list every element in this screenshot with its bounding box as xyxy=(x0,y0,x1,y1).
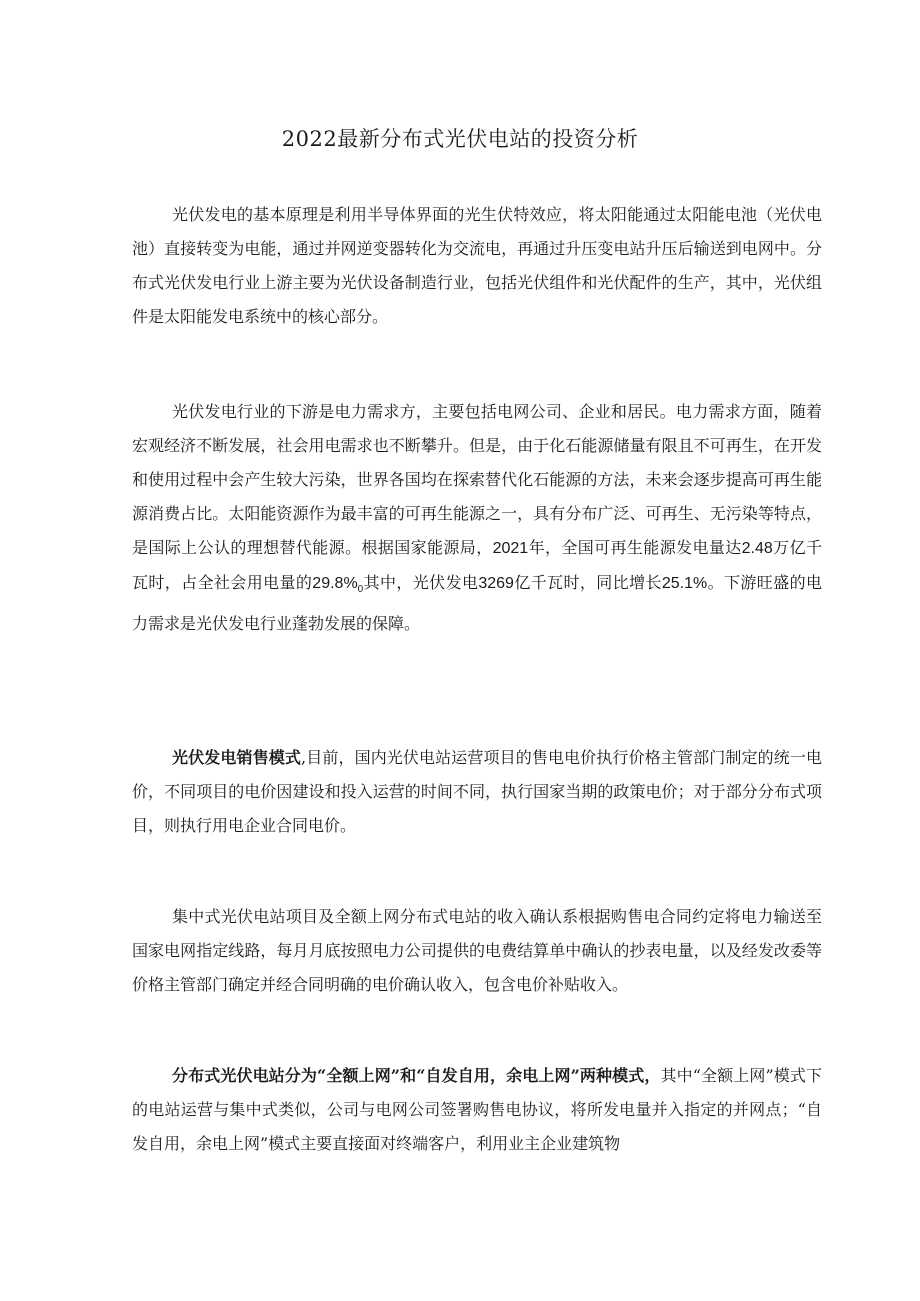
paragraph-distributed-modes xyxy=(132,1059,822,1161)
p2-year: 2021 xyxy=(492,540,529,557)
p5-text: 其中“全额上网”模式下的电站运营与集中式类似，公司与电网公司签署购售电协议，将所发电量并入指定的并网点；“自发自用，余电上网”模式主要直接面对终端客户，利用业主企业建筑物 xyxy=(132,1066,822,1153)
p5-heading: 分布式光伏电站分为“全额上网”和“自发自用，余电上网”两种模式， xyxy=(172,1066,661,1085)
p2-value-pv: 3269 xyxy=(478,575,514,592)
p3-text: 目前，国内光伏电站运营项目的售电电价执行价格主管部门制定的统一电价，不同项目的电价因建设和投入运营的时间不同，执行国家当期的政策电价；对于部分分布式项目，则执行用电企业合同电价。 xyxy=(132,748,822,835)
p2-value-growth: 25.1% xyxy=(661,575,708,592)
p2-text-f: 。下游旺盛的电力需求是光伏发电行业蓬勃发展的保障。 xyxy=(132,573,822,634)
p2-text-a: 光伏发电行业的下游是电力需求方，主要包括电网公司、企业和居民。电力需求方面，随着宏观经济不断发展，社会用电需求也不断攀升。但是，由于化石能源储量有限且不可再生，在开发和使用过程中会产生较大污染，世界各国均在探索替代化石能源的方法，未来会逐步提高可再生能源消费占比。太阳能资源作为最丰富的可再生能源之一，具有分布广泛、可再生、无污染等特点，是国际上公认的理想替代能源。根据国家能源局， xyxy=(132,402,822,557)
p2-text-c: 万亿千瓦时，占全社会用电量的 xyxy=(132,538,822,592)
document-title: 2022最新分布式光伏电站的投资分析 xyxy=(281,127,639,151)
paragraph-sales-model xyxy=(132,741,822,843)
paragraph-downstream xyxy=(132,395,822,641)
p2-value-generation: 2.48 xyxy=(741,540,773,557)
p4-text: 集中式光伏电站项目及全额上网分布式电站的收入确认系根据购售电合同约定将电力输送至国家电网指定线路，每月月底按照电力公司提供的电费结算单中确认的抄表电量，以及经发改委等价格主管部门确定并经合同明确的电价确认收入，包含电价补贴收入。 xyxy=(132,907,822,994)
p3-heading: 光伏发电销售模式 xyxy=(172,748,301,767)
paragraph-revenue-recognition xyxy=(132,900,822,1002)
paragraph-principle xyxy=(132,198,822,334)
p2-text-e: 亿千瓦时，同比增长 xyxy=(513,573,662,592)
paragraph-principle-text: 光伏发电的基本原理是利用半导体界面的光生伏特效应，将太阳能通过太阳能电池（光伏电池）直接转变为电能，通过并网逆变器转化为交流电，再通过升压变电站升压后输送到电网中。分布式光伏发电行业上游主要为光伏设备制造行业，包括光伏组件和光伏配件的生产，其中，光伏组件是太阳能发电系统中的核心部分。 xyxy=(132,205,822,326)
p2-value-share: 29.8% xyxy=(312,575,358,592)
p2-text-d: 其中，光伏发电 xyxy=(363,573,479,592)
p2-subscript: 0 xyxy=(357,584,364,596)
p3-comma: , xyxy=(300,748,307,767)
p2-text-b: 年，全国可再生能源发电量达 xyxy=(528,538,742,557)
